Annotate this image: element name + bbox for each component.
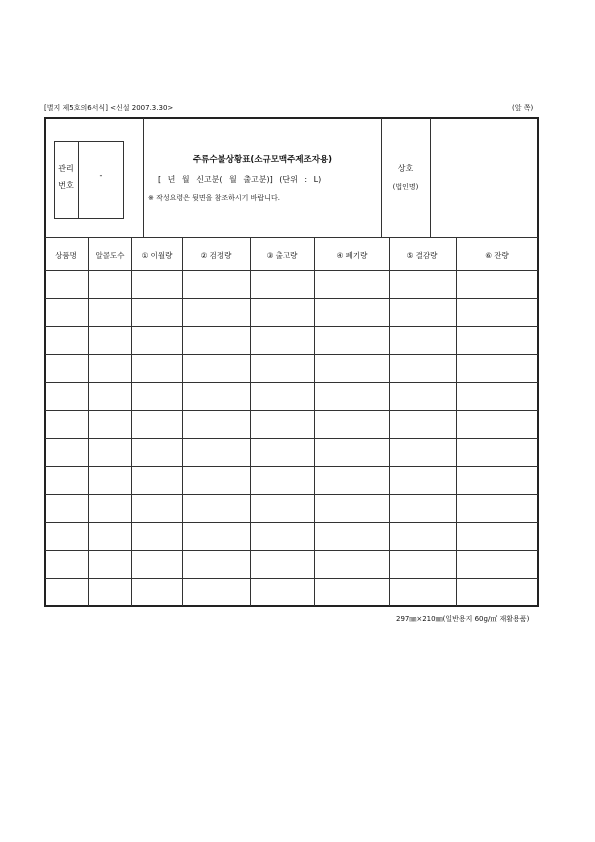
instruction-note: ※ 작성요령은 뒷면을 참조하시기 바랍니다. — [148, 194, 280, 202]
table-row-line — [45, 382, 538, 383]
table-row-line — [45, 326, 538, 327]
table-column-line — [182, 237, 183, 606]
table-column-line — [131, 237, 132, 606]
top-divider-mid — [381, 118, 382, 237]
table-row-line — [45, 354, 538, 355]
top-divider-right — [430, 118, 431, 237]
table-column-line — [456, 237, 457, 606]
table-row-line — [45, 550, 538, 551]
table-column-line — [88, 237, 89, 606]
management-number-value: - — [99, 171, 103, 180]
table-column-line — [250, 237, 251, 606]
top-section-bottom-line — [45, 237, 538, 238]
management-number-divider — [78, 141, 79, 219]
col-header-alcohol: 알콜도수 — [95, 251, 125, 260]
paper-spec: 297㎜×210㎜(일반용지 60g/㎡ 재활용품) — [396, 615, 530, 623]
table-row-line — [45, 522, 538, 523]
report-period: [ 년 월 신고분( 월 출고분)] (단위 : L) — [158, 175, 322, 184]
col-header-shipped: ③ 출고량 — [266, 251, 298, 260]
col-header-inspected: ② 검정량 — [200, 251, 232, 260]
table-row-line — [45, 438, 538, 439]
table-row-line — [45, 298, 538, 299]
table-header-line — [45, 270, 538, 271]
col-header-disposed: ④ 폐기량 — [336, 251, 368, 260]
table-row-line — [45, 466, 538, 467]
table-column-line — [389, 237, 390, 606]
col-header-loss: ⑤ 결감량 — [406, 251, 438, 260]
company-label: 상호 — [397, 164, 414, 173]
table-row-line — [45, 578, 538, 579]
table-row-line — [45, 410, 538, 411]
page-side-label: (앞 쪽) — [512, 104, 534, 112]
table-column-line — [314, 237, 315, 606]
col-header-carryover: ① 이월량 — [141, 251, 173, 260]
col-header-product-name: 상품명 — [55, 251, 77, 260]
table-row-line — [45, 494, 538, 495]
col-header-remaining: ⑥ 잔량 — [485, 251, 509, 260]
top-divider-left — [143, 118, 144, 237]
form-reference: [별지 제5호의6서식] <신설 2007.3.30> — [44, 104, 174, 112]
form-title: 주류수불상황표(소규모맥주제조자용) — [192, 155, 333, 165]
management-number-label-2: 번호 — [58, 181, 74, 190]
management-number-label-1: 관리 — [58, 164, 74, 173]
company-sub-label: (법인명) — [392, 183, 419, 191]
